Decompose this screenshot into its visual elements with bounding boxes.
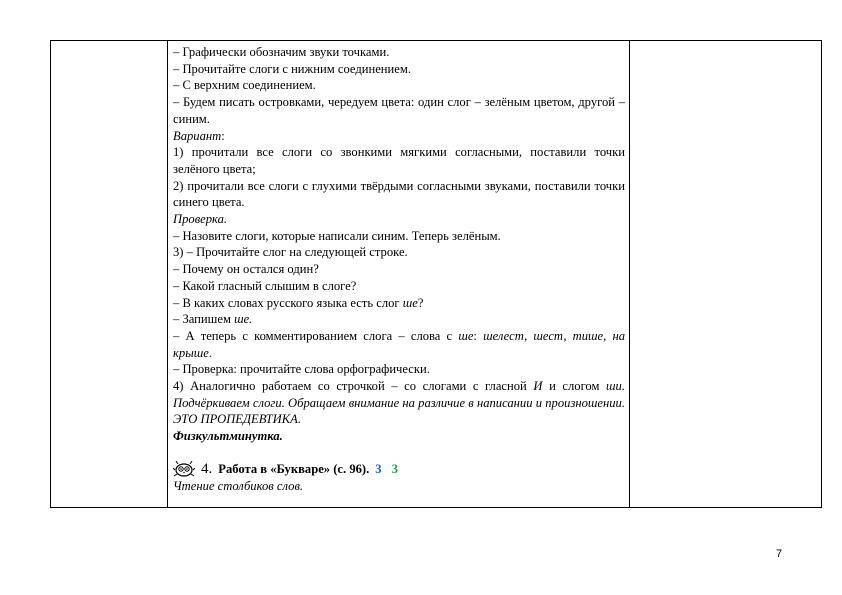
text-line: – Назовите слоги, которые написали синим. Теперь зелёным. (173, 228, 501, 243)
text-line: – А теперь с комментированием слога – слова с ше: шелест, шест, тише, на крыше. (173, 328, 625, 360)
page-number: 7 (776, 548, 783, 560)
lesson-table (50, 40, 822, 508)
variant-heading: Вариант: (173, 128, 225, 143)
work-number: 4. (201, 460, 213, 477)
text-line: – С верхним соединением. (173, 78, 316, 93)
badge-blue: 3 (375, 461, 382, 476)
text-line: – Проверка: прочитайте слова орфографически. (173, 362, 430, 377)
lesson-content (173, 44, 625, 494)
text-line: – Графически обозначим звуки точками. (173, 45, 390, 59)
owl-icon (173, 461, 195, 477)
text-line: 4) Аналогично работаем со строчкой – со слогами с гласной И и слогом ши. Подчёркиваем слоги. Обращаем внимание на различие в написании и произношении. ЭТО ПРОПЕДЕВТИКА. (173, 379, 625, 427)
text-line: – Будем писать островками, чередуем цвета: один слог – зелёным цветом, другой – синим. (173, 95, 625, 126)
variant-1: 1) прочитали все слоги со звонкими мягкими согласными, поставили точки зелёного цвета; (173, 145, 625, 176)
text-line: – В каких словах русского языка есть слог ше? (173, 295, 424, 310)
variant-2: 2) прочитали все слоги с глухими твёрдыми согласными звуками, поставили точки синего цвета. (173, 178, 625, 210)
text-line: 3) – Прочитайте слог на следующей строке. (173, 245, 408, 260)
text-line: – Какой гласный слышим в слоге? (173, 278, 357, 293)
badge-green: 3 (391, 461, 398, 476)
text-line: – Прочитайте слоги с нижним соединением. (173, 61, 411, 76)
work-title: Работа в «Букваре» (с. 96). (218, 461, 370, 476)
work-heading (173, 461, 625, 478)
text-line: – Запишем ше. (173, 312, 253, 327)
reading-line: Чтение столбиков слов. (173, 478, 304, 493)
fizkult-heading: Физкультминутка. (173, 429, 283, 444)
check-heading: Проверка. (173, 212, 228, 227)
text-line: – Почему он остался один? (173, 262, 319, 277)
column-divider-right (629, 41, 630, 507)
column-divider-left (167, 41, 168, 507)
